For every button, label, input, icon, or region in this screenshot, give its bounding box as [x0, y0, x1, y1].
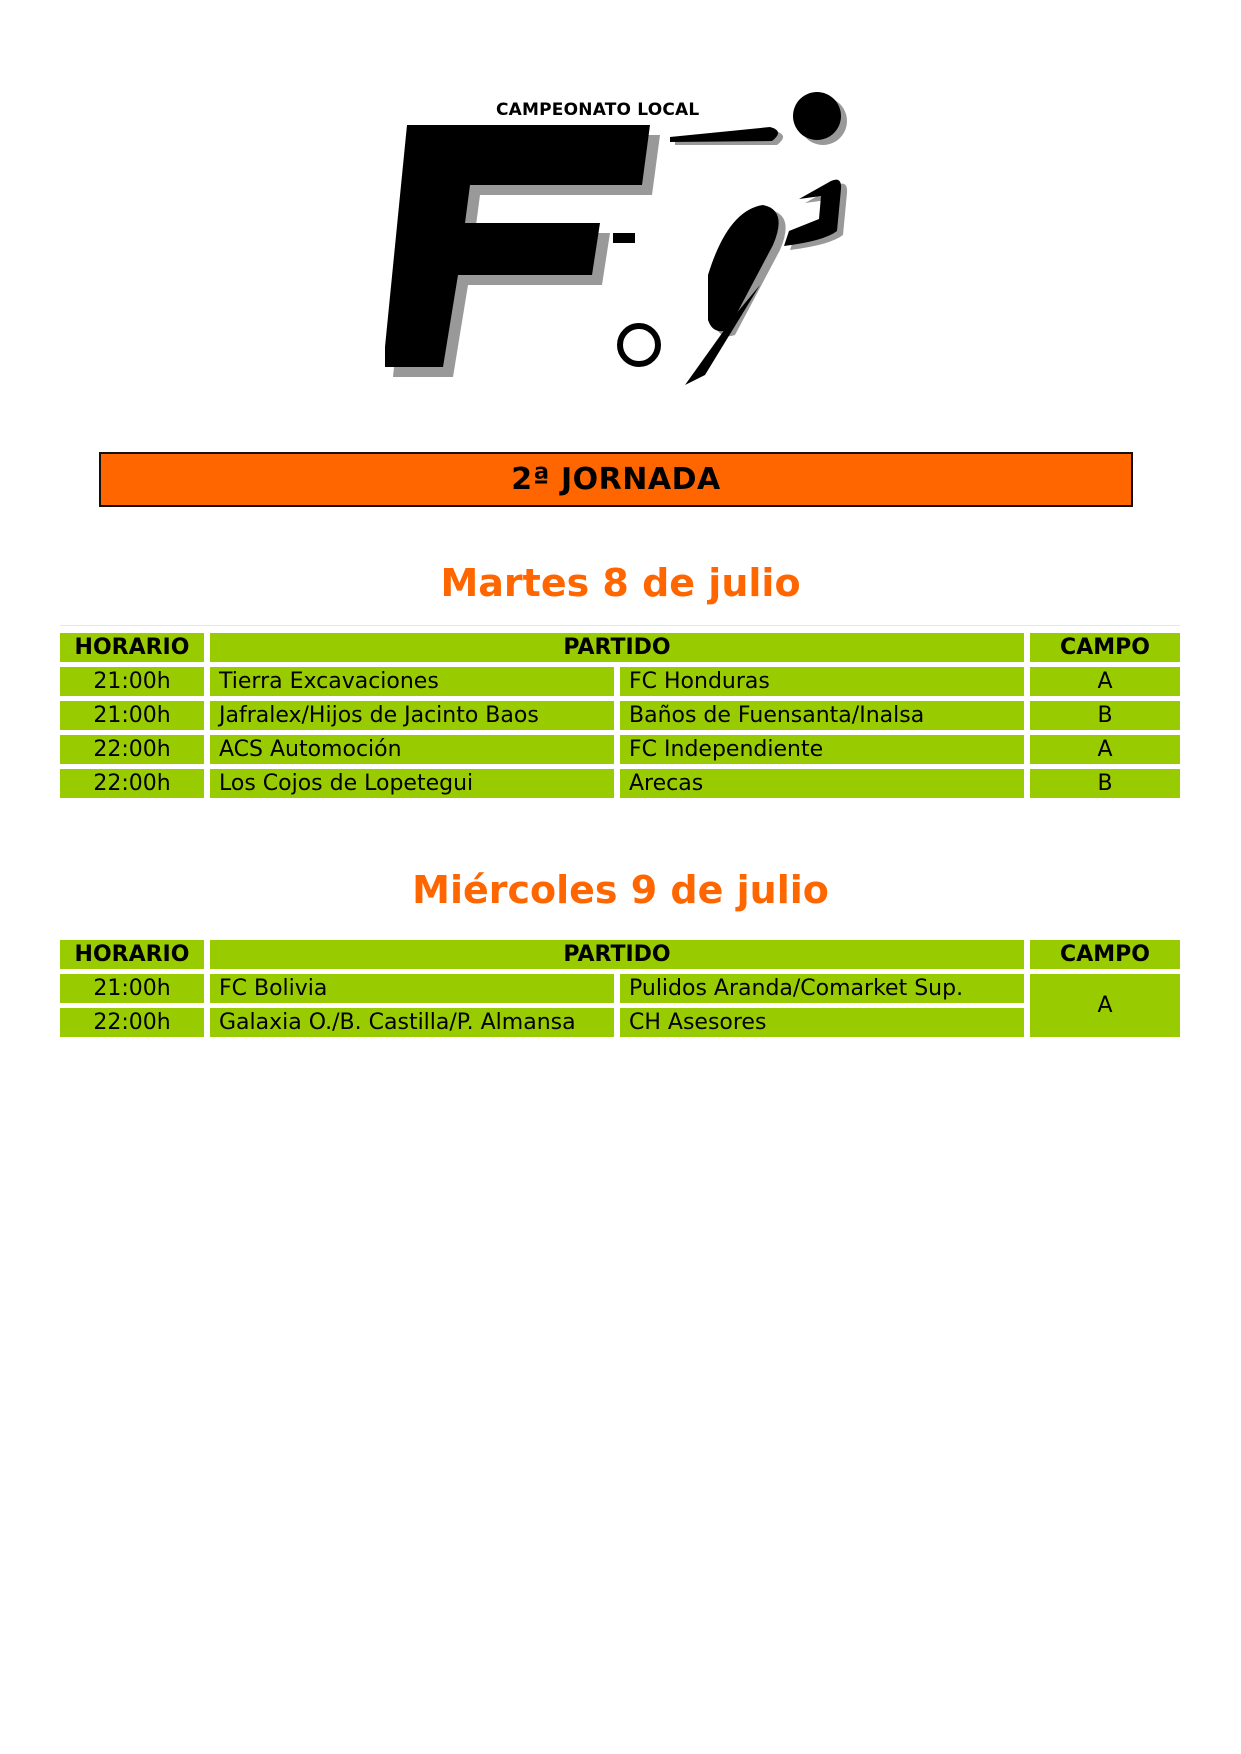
home-team: Los Cojos de Lopetegui: [210, 769, 614, 798]
header-field: CAMPO: [1030, 940, 1180, 969]
header-time: HORARIO: [60, 633, 204, 662]
away-team: Baños de Fuensanta/Inalsa: [620, 701, 1024, 730]
header-match: PARTIDO: [210, 940, 1024, 969]
jornada-banner: 2ª JORNADA: [99, 452, 1133, 507]
match-time: 22:00h: [60, 1008, 204, 1037]
match-time: 21:00h: [60, 701, 204, 730]
table-row: [60, 1008, 1180, 1037]
header-match: PARTIDO: [210, 633, 1024, 662]
away-team: FC Independiente: [620, 735, 1024, 764]
home-team: Tierra Excavaciones: [210, 667, 614, 696]
day-title: Miércoles 9 de julio: [412, 868, 829, 912]
table-header: [60, 940, 1180, 969]
home-team: FC Bolivia: [210, 974, 614, 1003]
table-row: [60, 667, 1180, 696]
match-time: 22:00h: [60, 735, 204, 764]
logo-title: CAMPEONATO LOCAL: [496, 100, 700, 120]
away-team: CH Asesores: [620, 1008, 1024, 1037]
away-team: Pulidos Aranda/Comarket Sup.: [620, 974, 1024, 1003]
campeonato-logo: [385, 85, 885, 390]
match-time: 21:00h: [60, 974, 204, 1003]
table-row: [60, 735, 1180, 764]
home-team: ACS Automoción: [210, 735, 614, 764]
away-team: FC Honduras: [620, 667, 1024, 696]
football-player-icon: [385, 85, 885, 390]
home-team: Jafralex/Hijos de Jacinto Baos: [210, 701, 614, 730]
away-team: Arecas: [620, 769, 1024, 798]
day-title: Martes 8 de julio: [440, 561, 801, 605]
header-time: HORARIO: [60, 940, 204, 969]
table-row: [60, 974, 1180, 1003]
header-field: CAMPO: [1030, 633, 1180, 662]
match-field: B: [1030, 701, 1180, 730]
match-time: 21:00h: [60, 667, 204, 696]
table-header: [60, 633, 1180, 662]
match-field: B: [1030, 769, 1180, 798]
match-field: A: [1030, 974, 1180, 1037]
home-team: Galaxia O./B. Castilla/P. Almansa: [210, 1008, 614, 1037]
match-time: 22:00h: [60, 769, 204, 798]
match-field: A: [1030, 667, 1180, 696]
table-row: [60, 769, 1180, 798]
match-field: A: [1030, 735, 1180, 764]
table-row: [60, 701, 1180, 730]
